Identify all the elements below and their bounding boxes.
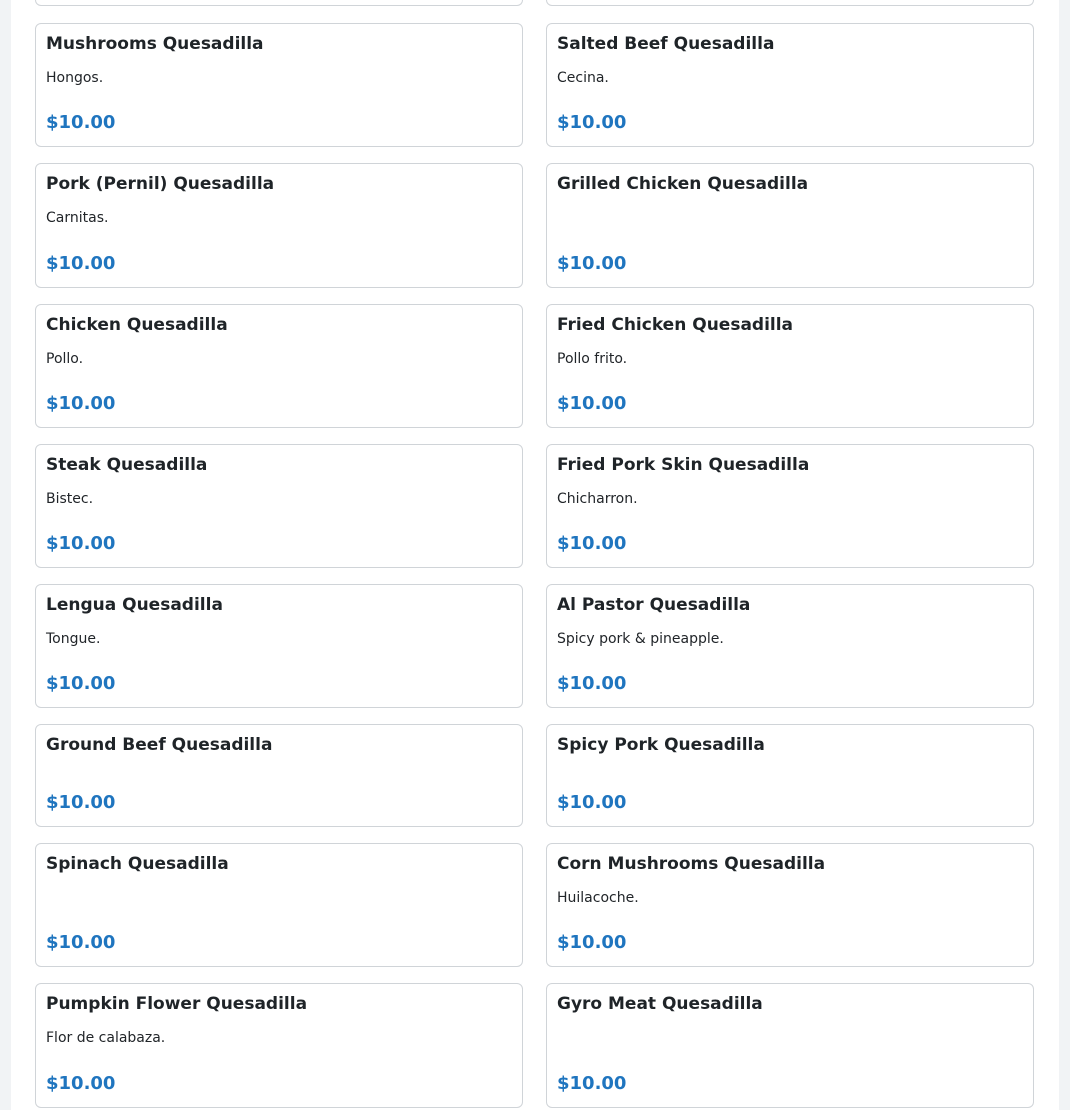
menu-item-description: Hongos.: [46, 70, 104, 86]
menu-row: [35, 23, 1034, 147]
menu-item-price: $10.00: [46, 673, 116, 694]
menu-item-price: $10.00: [46, 253, 116, 274]
menu-item-card[interactable]: [546, 843, 1034, 967]
menu-row: [35, 843, 1034, 967]
menu-item-name: Pork (Pernil) Quesadilla: [46, 174, 275, 194]
menu-item-description: Tongue.: [46, 631, 101, 647]
menu-item-card[interactable]: [35, 163, 523, 288]
menu-item-description: Pollo frito.: [557, 351, 628, 367]
menu-item-price: $10.00: [46, 792, 116, 813]
menu-item-description: Carnitas.: [46, 210, 109, 226]
menu-item-name: Al Pastor Quesadilla: [557, 595, 751, 615]
menu-row: [35, 304, 1034, 428]
menu-item-price: $10.00: [46, 1073, 116, 1094]
menu-item-price: $10.00: [557, 253, 627, 274]
menu-item-description: Huilacoche.: [557, 890, 639, 906]
menu-item-card[interactable]: [35, 983, 523, 1108]
menu-item-card-partial[interactable]: [35, 0, 523, 6]
menu-item-description: Bistec.: [46, 491, 94, 507]
menu-item-price: $10.00: [557, 673, 627, 694]
menu-row: [35, 983, 1034, 1108]
menu-item-price: $10.00: [46, 932, 116, 953]
menu-item-card[interactable]: [35, 584, 523, 708]
menu-item-price: $10.00: [557, 393, 627, 414]
menu-item-card[interactable]: [546, 983, 1034, 1108]
menu-item-card[interactable]: [546, 724, 1034, 827]
menu-item-name: Salted Beef Quesadilla: [557, 34, 775, 54]
menu-row: [35, 163, 1034, 288]
menu-item-name: Grilled Chicken Quesadilla: [557, 174, 809, 194]
menu-item-name: Steak Quesadilla: [46, 455, 208, 475]
menu-item-card[interactable]: [546, 444, 1034, 568]
menu-item-card[interactable]: [35, 724, 523, 827]
menu-item-name: Ground Beef Quesadilla: [46, 735, 273, 755]
menu-item-name: Lengua Quesadilla: [46, 595, 223, 615]
menu-item-price: $10.00: [557, 792, 627, 813]
menu-item-description: Cecina.: [557, 70, 609, 86]
menu-row: [35, 724, 1034, 827]
menu-item-name: Gyro Meat Quesadilla: [557, 994, 763, 1014]
menu-item-card[interactable]: [35, 23, 523, 147]
menu-item-price: $10.00: [46, 533, 116, 554]
menu-item-name: Pumpkin Flower Quesadilla: [46, 994, 308, 1014]
menu-item-card[interactable]: [35, 843, 523, 967]
menu-item-name: Spicy Pork Quesadilla: [557, 735, 765, 755]
menu-item-name: Chicken Quesadilla: [46, 315, 228, 335]
menu-item-card[interactable]: [546, 304, 1034, 428]
menu-item-card[interactable]: [35, 444, 523, 568]
menu-item-card-partial[interactable]: [546, 0, 1034, 6]
menu-item-name: Corn Mushrooms Quesadilla: [557, 854, 826, 874]
menu-row: [35, 444, 1034, 568]
menu-item-description: Chicharron.: [557, 491, 638, 507]
menu-item-price: $10.00: [46, 112, 116, 133]
menu-item-card[interactable]: [546, 163, 1034, 288]
menu-item-name: Fried Pork Skin Quesadilla: [557, 455, 810, 475]
menu-item-price: $10.00: [557, 533, 627, 554]
menu-item-description: Spicy pork & pineapple.: [557, 631, 724, 647]
menu-item-description: Flor de calabaza.: [46, 1030, 166, 1046]
menu-row: [35, 584, 1034, 708]
menu-page: [11, 0, 1059, 1110]
menu-item-card[interactable]: [35, 304, 523, 428]
menu-item-description: Pollo.: [46, 351, 84, 367]
menu-item-price: $10.00: [557, 112, 627, 133]
menu-item-name: Mushrooms Quesadilla: [46, 34, 264, 54]
menu-item-price: $10.00: [557, 1073, 627, 1094]
menu-item-card[interactable]: [546, 23, 1034, 147]
menu-item-name: Fried Chicken Quesadilla: [557, 315, 794, 335]
menu-item-card[interactable]: [546, 584, 1034, 708]
menu-item-name: Spinach Quesadilla: [46, 854, 229, 874]
menu-item-price: $10.00: [46, 393, 116, 414]
menu-item-price: $10.00: [557, 932, 627, 953]
